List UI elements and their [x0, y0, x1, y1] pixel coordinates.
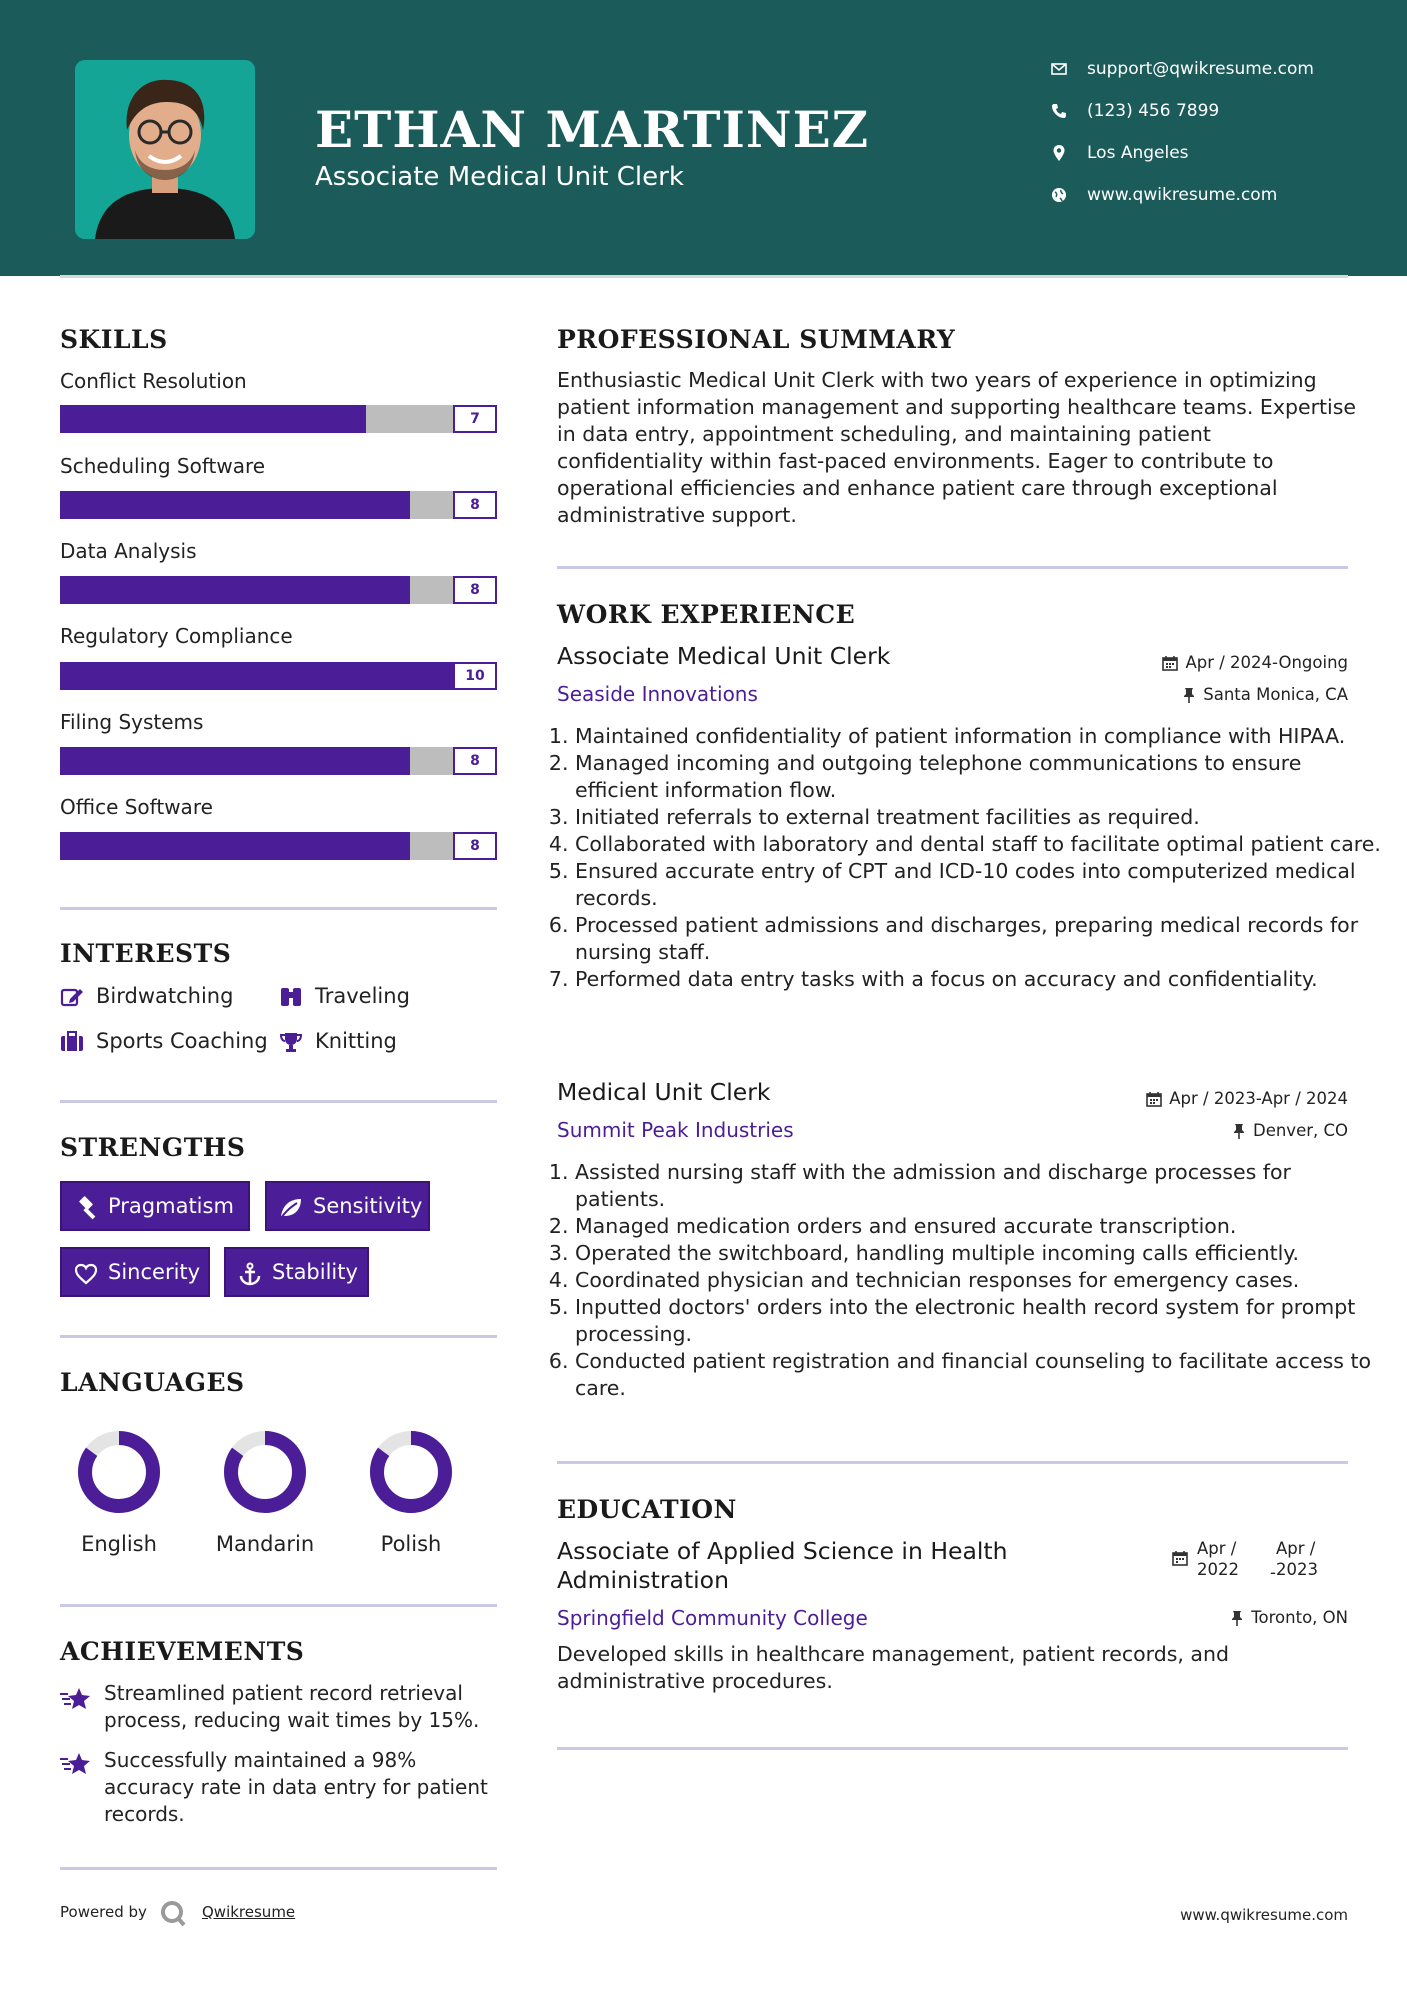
skill-label: Office Software	[60, 795, 213, 819]
summary-text: Enthusiastic Medical Unit Clerk with two years of experience in optimizing patient information management and supporting healthcare teams. Expertise in data entry, appointment scheduling, and maintaining patient confidentiality within fast-paced environments. Eager to contribute to operational efficiencies and enhance patient care through exceptional administrative support.	[557, 368, 1357, 527]
skill-bar-fill	[60, 491, 410, 519]
section-divider	[557, 566, 1348, 569]
envelope-icon	[1050, 60, 1068, 78]
strength-chip	[265, 1181, 430, 1231]
skill-score: 7	[453, 405, 497, 433]
section-divider	[60, 1100, 497, 1103]
skill-bar	[60, 832, 497, 860]
edu-start-month: Apr /	[1197, 1539, 1237, 1558]
candidate-name: ETHAN MARTINEZ	[315, 100, 870, 159]
skill-bar	[60, 405, 497, 433]
strength-chip	[224, 1247, 369, 1297]
achievements-title: ACHIEVEMENTS	[60, 1637, 305, 1666]
achievement-text: Successfully maintained a 98% accuracy rate in data entry for patient records.	[104, 1748, 488, 1826]
job-company: Seaside Innovations	[557, 682, 758, 706]
degree-line-1: Associate of Applied Science in Health	[557, 1537, 1008, 1565]
location-pin-icon	[1050, 144, 1068, 162]
pushpin-icon	[1232, 1123, 1246, 1139]
profile-photo-illustration	[75, 60, 255, 239]
contact-email-text: support@qwikresume.com	[1087, 59, 1314, 79]
qwikresume-link[interactable]: Qwikresume	[202, 1903, 296, 1921]
section-divider	[60, 1604, 497, 1607]
skill-label: Conflict Resolution	[60, 369, 247, 393]
skill-bar-fill	[60, 405, 366, 433]
job-location-text: Santa Monica, CA	[1203, 685, 1348, 704]
duty-item: 2. Managed medication orders and ensured accurate transcription.	[575, 1213, 1385, 1240]
skill-bar	[60, 747, 497, 775]
language-label: Polish	[380, 1532, 442, 1556]
profile-photo	[75, 60, 255, 239]
section-divider	[557, 1747, 1348, 1750]
school-name: Springfield Community College	[557, 1606, 868, 1630]
interest-label: Knitting	[315, 1029, 397, 1053]
skill-bar-fill	[60, 576, 410, 604]
briefcase-icon	[60, 1031, 84, 1053]
job-location-text: Denver, CO	[1252, 1121, 1348, 1140]
job-company: Summit Peak Industries	[557, 1118, 794, 1142]
edu-location	[1230, 1608, 1348, 1627]
skill-bar-fill	[60, 662, 497, 690]
interest-label: Sports Coaching	[96, 1029, 268, 1053]
skill-score: 8	[453, 491, 497, 519]
skill-bar	[60, 576, 497, 604]
language-donut	[76, 1429, 162, 1515]
leaf-icon	[279, 1196, 303, 1220]
anchor-icon	[238, 1262, 262, 1286]
duty-item: 3. Operated the switchboard, handling multiple incoming calls efficiently.	[575, 1240, 1385, 1267]
experience-title: WORK EXPERIENCE	[557, 600, 856, 629]
job-duties	[557, 1159, 1385, 1402]
skill-bar	[60, 662, 497, 690]
skill-score: 10	[453, 662, 497, 690]
section-divider	[557, 1461, 1348, 1464]
duty-item: 5. Ensured accurate entry of CPT and ICD-10 codes into computerized medical records.	[575, 858, 1385, 912]
contact-website-text: www.qwikresume.com	[1087, 185, 1278, 205]
calendar-icon	[1146, 1091, 1162, 1107]
duty-item: 3. Initiated referrals to external treatment facilities as required.	[575, 804, 1385, 831]
heart-icon	[74, 1262, 98, 1286]
edu-start-year: 2022	[1197, 1560, 1239, 1579]
globe-icon	[1050, 186, 1068, 204]
strength-label: Sincerity	[108, 1260, 201, 1284]
skill-label: Scheduling Software	[60, 454, 266, 478]
job-dates	[1146, 1089, 1348, 1108]
edu-date-separator: -	[1270, 1563, 1276, 1582]
duty-item: 1. Maintained confidentiality of patient information in compliance with HIPAA.	[575, 723, 1385, 750]
job-title: Medical Unit Clerk	[557, 1078, 771, 1106]
strengths-title: STRENGTHS	[60, 1133, 246, 1162]
edu-location-text: Toronto, ON	[1251, 1608, 1348, 1627]
duty-item: 2. Managed incoming and outgoing telephone communications to ensure efficient information flow.	[575, 750, 1385, 804]
skills-title: SKILLS	[60, 325, 168, 354]
pushpin-icon	[1230, 1610, 1244, 1626]
calendar-icon	[1172, 1550, 1188, 1566]
languages-title: LANGUAGES	[60, 1368, 245, 1397]
duty-item: 4. Collaborated with laboratory and dental staff to facilitate optimal patient care.	[575, 831, 1385, 858]
strength-label: Stability	[272, 1260, 358, 1284]
skill-score: 8	[453, 832, 497, 860]
language-label: English	[81, 1532, 157, 1556]
job-title: Associate Medical Unit Clerk	[557, 642, 891, 670]
duty-item: 1. Assisted nursing staff with the admission and discharge processes for patients.	[575, 1159, 1385, 1213]
duty-item: 6. Processed patient admissions and discharges, preparing medical records for nursing staff.	[575, 912, 1385, 966]
gavel-icon	[74, 1196, 98, 1220]
edu-end-year: 2023	[1276, 1560, 1318, 1579]
skill-score: 8	[453, 747, 497, 775]
pencil-square-icon	[60, 986, 84, 1008]
header-divider	[60, 275, 1348, 278]
binoculars-icon	[279, 986, 303, 1008]
achievement-text: Streamlined patient record retrieval process, reducing wait times by 15%.	[104, 1681, 480, 1732]
section-divider	[60, 1335, 497, 1338]
section-divider	[60, 1867, 497, 1870]
job-location	[1232, 1121, 1348, 1140]
edu-end-month: Apr /	[1276, 1539, 1316, 1558]
interest-label: Traveling	[315, 984, 410, 1008]
duty-item: 6. Conducted patient registration and financial counseling to facilitate access to care.	[575, 1348, 1385, 1402]
pushpin-icon	[1182, 687, 1196, 703]
job-dates	[1162, 653, 1348, 672]
job-duties	[557, 723, 1385, 993]
duty-item: 5. Inputted doctors' orders into the electronic health record system for prompt processing.	[575, 1294, 1385, 1348]
contact-location-text: Los Angeles	[1087, 143, 1189, 163]
trophy-icon	[279, 1031, 303, 1053]
job-location	[1182, 685, 1348, 704]
skill-label: Regulatory Compliance	[60, 624, 293, 648]
language-label: Mandarin	[215, 1532, 315, 1556]
phone-icon	[1050, 102, 1068, 120]
section-divider	[60, 907, 497, 910]
strength-chip	[60, 1181, 250, 1231]
summary-title: PROFESSIONAL SUMMARY	[557, 325, 956, 354]
candidate-role: Associate Medical Unit Clerk	[315, 162, 684, 192]
skill-label: Data Analysis	[60, 539, 197, 563]
skill-label: Filing Systems	[60, 710, 204, 734]
language-donut	[222, 1429, 308, 1515]
language-donut	[368, 1429, 454, 1515]
edu-description: Developed skills in healthcare management, patient records, and administrative procedures.	[557, 1642, 1229, 1693]
shooting-star-icon	[60, 1686, 92, 1712]
skill-bar-fill	[60, 832, 410, 860]
duty-item: 7. Performed data entry tasks with a focus on accuracy and confidentiality.	[575, 966, 1385, 993]
degree-line-2: Administration	[557, 1566, 729, 1594]
job-dates-text: Apr / 2024-Ongoing	[1185, 653, 1348, 672]
job-dates-text: Apr / 2023-Apr / 2024	[1169, 1089, 1348, 1108]
contact-phone-text: (123) 456 7899	[1087, 101, 1220, 121]
powered-by-text: Powered by	[60, 1903, 147, 1921]
skill-bar-fill	[60, 747, 410, 775]
qwikresume-logo-icon	[159, 1899, 187, 1927]
strength-label: Sensitivity	[313, 1194, 423, 1218]
skill-score: 8	[453, 576, 497, 604]
interest-label: Birdwatching	[96, 984, 234, 1008]
calendar-icon	[1162, 655, 1178, 671]
strength-chip	[60, 1247, 210, 1297]
duty-item: 4. Coordinated physician and technician responses for emergency cases.	[575, 1267, 1385, 1294]
skill-bar	[60, 491, 497, 519]
education-title: EDUCATION	[557, 1495, 737, 1524]
footer-website[interactable]: www.qwikresume.com	[1180, 1906, 1348, 1924]
resume-header	[0, 0, 1407, 276]
interests-title: INTERESTS	[60, 939, 232, 968]
shooting-star-icon	[60, 1751, 92, 1777]
strength-label: Pragmatism	[108, 1194, 234, 1218]
